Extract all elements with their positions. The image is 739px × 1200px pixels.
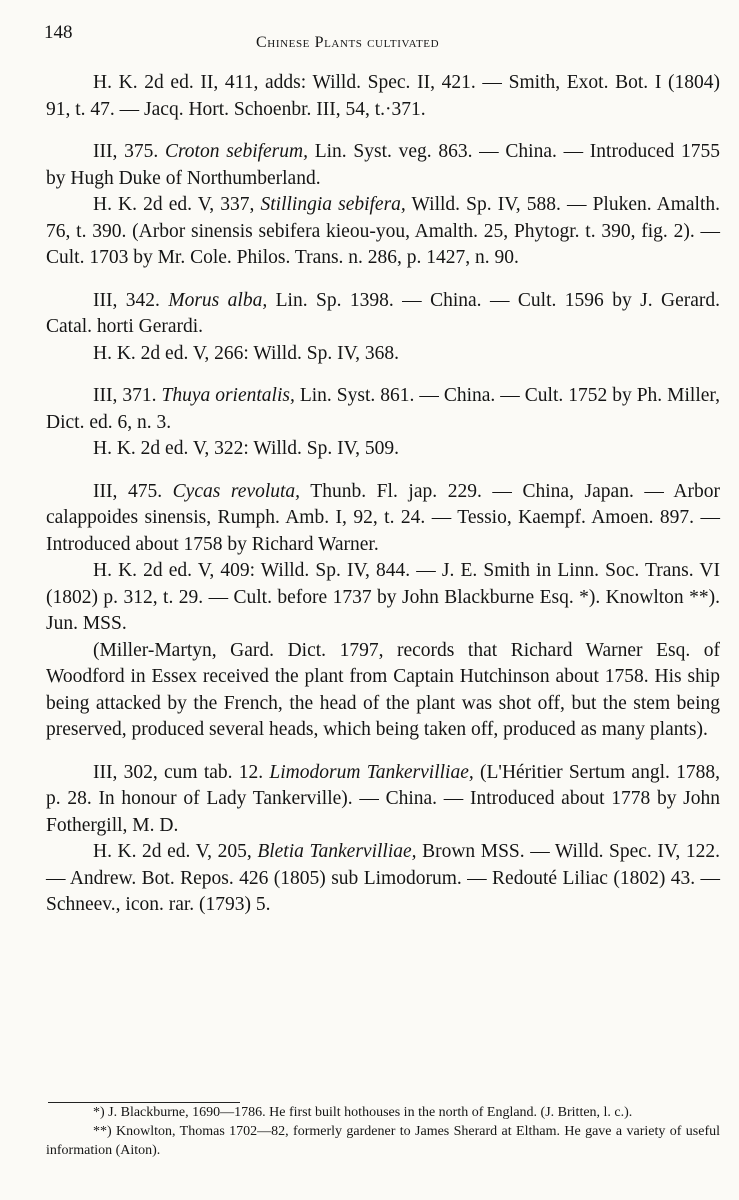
- entry-text: III, 342.: [93, 289, 169, 311]
- species-entry: [46, 70, 720, 123]
- entry-text: Lin. Syst. veg. 863. — China. — Introduced 1755 by Hugh Duke of Northumberland.: [46, 141, 720, 189]
- entry-text: H. K. 2d ed. V, 266: Willd. Sp. IV, 368.: [93, 342, 400, 364]
- species-name: Cycas revoluta,: [172, 480, 301, 502]
- footnotes: [46, 1103, 720, 1160]
- entry-paragraph: [46, 139, 720, 192]
- entry-paragraph: [46, 558, 720, 638]
- entry-text: H. K. 2d ed. V, 205,: [93, 841, 258, 862]
- entry-text: Brown MSS. — Willd. Spec. IV, 122. — Andrew. Bot. Repos. 426 (1805) sub Limodorum. — Redouté Liliac (1802) 43. — Schneev., icon. rar. (1793) 5.: [46, 841, 720, 915]
- entry-text: Thunb. Fl. jap. 229. — China, Japan. — Arbor calappoides sinensis, Rumph. Amb. I, 92, t. 24. — Tessio, Kaempf. Amoen. 897. — Introduced about 1758 by Richard Warner.: [46, 480, 720, 555]
- page-header: [44, 22, 719, 52]
- entry-paragraph: [46, 288, 720, 341]
- entry-text: H. K. 2d ed. V, 337,: [93, 194, 261, 215]
- entry-paragraph: [46, 70, 720, 123]
- entry-paragraph: [46, 839, 720, 919]
- entry-paragraph: [46, 436, 720, 463]
- entry-text: H. K. 2d ed. II, 411, adds: Willd. Spec. II, 421. — Smith, Exot. Bot. I (1804) 91, t. 47. — Jacq. Hort. Schoenbr. III, 54, t.·371.: [46, 72, 720, 120]
- entry-text: III, 302, cum tab. 12.: [93, 761, 270, 783]
- entry-text: III, 371.: [93, 385, 162, 406]
- page-body: [46, 70, 720, 935]
- page-number: 148: [44, 22, 73, 43]
- entry-text: Willd. Sp. IV, 588. — Pluken. Amalth. 76, t. 390. (Arbor sinensis sebifera kieou-you, Amalth. 25, Phytogr. t. 390, fig. 2). — Cult. 1703 by Mr. Cole. Philos. Trans. n. 286, p. 1427, n. 90.: [46, 194, 720, 268]
- species-name: Stillingia sebifera,: [260, 194, 406, 215]
- species-name: Limodorum Tankervilliae,: [269, 761, 474, 783]
- entry-text: III, 475.: [93, 480, 173, 502]
- species-name: Bletia Tankervilliae,: [257, 841, 417, 862]
- entry-text: III, 375.: [93, 141, 165, 162]
- entry-paragraph: [46, 760, 720, 840]
- footnote: *) J. Blackburne, 1690—1786. He first built hothouses in the north of England. (J. Britten, l. c.).: [93, 1105, 633, 1120]
- entry-paragraph: [46, 192, 720, 272]
- entry-text: H. K. 2d ed. V, 322: Willd. Sp. IV, 509.: [93, 438, 400, 459]
- species-entry: [46, 383, 720, 463]
- entry-paragraph: [46, 638, 720, 744]
- entry-text: Lin. Sp. 1398. — China. — Cult. 1596 by J. Gerard. Catal. horti Gerardi.: [46, 289, 720, 337]
- entry-text: Lin. Syst. 861. — China. — Cult. 1752 by Ph. Miller, Dict. ed. 6, n. 3.: [46, 385, 721, 433]
- species-name: Morus alba,: [168, 289, 268, 311]
- entry-text: (Miller-Martyn, Gard. Dict. 1797, records that Richard Warner Esq. of Woodford in Essex received the plant from Captain Hutchinson about 1758. His ship being attacked by the French, the head of the plant was shot off, but the stem being preserved, produced several heads, which being taken off, produced as many plants).: [46, 639, 720, 740]
- entry-text: H. K. 2d ed. V, 409: Willd. Sp. IV, 844. — J. E. Smith in Linn. Soc. Trans. VI (1802) p. 312, t. 29. — Cult. before 1737 by John Blackburne Esq. *). Knowlton **). Jun. MSS.: [46, 560, 720, 634]
- entry-paragraph: [46, 341, 720, 368]
- species-entry: [46, 139, 720, 272]
- species-name: Croton sebiferum,: [164, 141, 308, 162]
- species-name: Thuya orientalis,: [161, 385, 295, 406]
- footnote: **) Knowlton, Thomas 1702—82, formerly gardener to James Sherard at Eltham. He gave a variety of useful information (Aiton).: [46, 1124, 720, 1158]
- species-entry: [46, 479, 720, 744]
- entry-paragraph: [46, 479, 720, 559]
- entry-paragraph: [46, 383, 720, 436]
- running-title: Chinese Plants cultivated: [256, 34, 440, 51]
- species-entry: [46, 760, 720, 919]
- species-entry: [46, 288, 720, 368]
- entry-text: (L'Héritier Sertum angl. 1788, p. 28. In honour of Lady Tankerville). — China. — Introduced about 1778 by John Fothergill, M. D.: [46, 761, 720, 836]
